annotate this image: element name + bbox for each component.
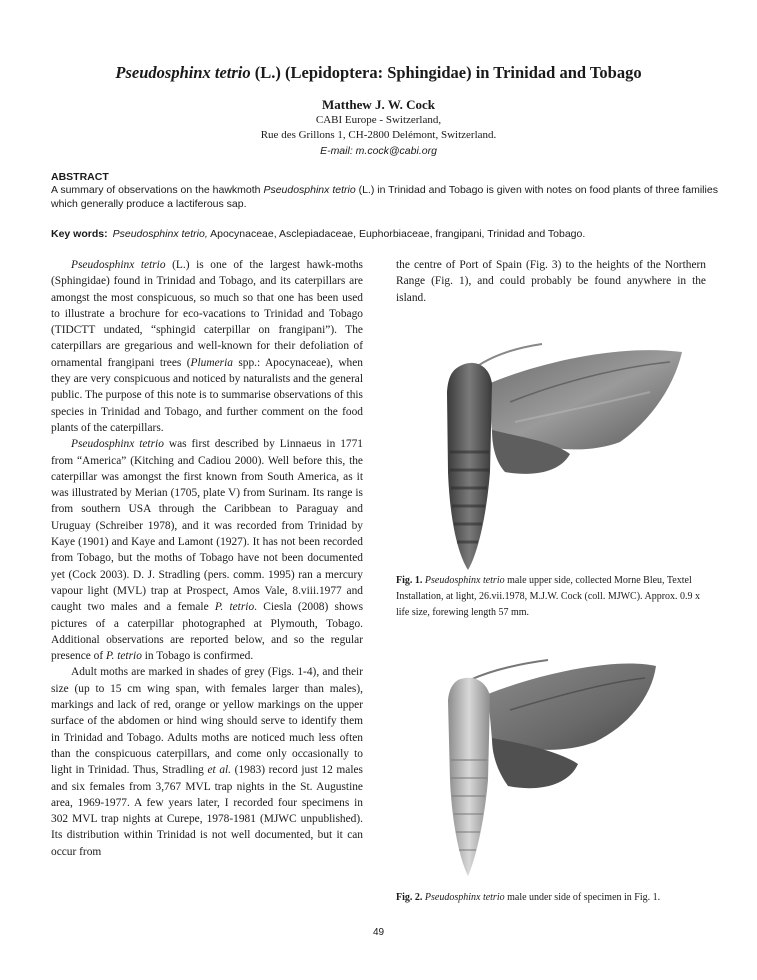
figure-2-caption: [396, 890, 708, 906]
article-title: [0, 63, 757, 83]
body-left-column: [51, 257, 363, 860]
caption-text: male upper side, collected Morne Bleu, Textel Installation, at light, 26.vii.1978, M.J.W. Cock (coll. MJWC). Approx. 0.9 x life size, forewing length 57 mm.: [396, 575, 701, 618]
paragraph-text: was first described by Linnaeus in 1771 from “America” (Kitching and Cadiou 2000). Well before this, the caterpillar was amongst the first known from South America, as it was illustrated by Merian (1705, plate V) from Surinam. Its range is from southern USA through the Caribbean to Paraguay and Uruguay (Schreiber 1978), and it was recorded from Trinidad by Kaye (1901) and Kaye and Lamont (1927). It has not been recorded from Tobago, but the moths of Tobago have not been documented yet (Cock 2003). D. J. Stradling (pers. comm. 1995) ran a mercury vapour light (MVL) trap at Prospect, Amos Vale, 8.viii.1977 and caught two males and a female: [51, 438, 363, 614]
species-name: Pseudosphinx tetrio: [424, 892, 505, 903]
paragraph-1: [51, 257, 363, 436]
page-number: 49: [372, 927, 385, 938]
abstract-text-part: A summary of observations on the hawkmoth: [51, 184, 264, 196]
paragraph-3: [51, 664, 363, 860]
abstract-text-part: (L.) in Trinidad and Tobago is given with notes on food plants of three families which generally produce a lactiferous sap.: [51, 184, 718, 210]
figure-1-moth-upper-side: [420, 322, 685, 572]
paragraph-text: (L.) is one of the largest hawk-moths (Sphingidae) found in Trinidad and Tobago, and its caterpillars are amongst the most conspicuous, so much so that one has been used to illustrate a brochure for eco-vacations to Trinidad and Tobago (TIDCTT undated, “sphingid caterpillar on frangipani”). The caterpillars are gregarious and well-known for their defoliation of ornamental frangipani trees (: [51, 259, 363, 369]
figure-1-caption: [396, 573, 708, 621]
species-name: Pseudosphinx tetrio: [424, 575, 505, 586]
paragraph-text: . Ciesla (2008) shows pictures of a caterpillar photographed at Plymouth, Tobago. Additional observations are reported below, and so the regular presence of: [51, 601, 363, 663]
affiliation-line-1: CABI Europe - Switzerland,: [315, 114, 442, 126]
species-name: P. tetrio: [106, 650, 142, 663]
figure-label: Fig. 2.: [396, 892, 423, 903]
abstract-species: Pseudosphinx tetrio: [263, 184, 356, 196]
figure-2-moth-under-side: [420, 640, 685, 880]
species-name: P. tetrio: [214, 601, 255, 614]
author-email: E-mail: m.cock@cabi.org: [320, 145, 437, 157]
genus-name: Plumeria: [190, 356, 233, 369]
abstract-text: [51, 184, 721, 211]
caption-text: male under side of specimen in Fig. 1.: [504, 892, 661, 903]
paragraph-2: [51, 436, 363, 664]
author-name: Matthew J. W. Cock: [321, 97, 436, 112]
species-name: Pseudosphinx tetrio: [71, 438, 164, 451]
affiliation-line-2: Rue des Grillons 1, CH-2800 Delémont, Switzerland.: [260, 129, 497, 141]
title-rest: (L.) (Lepidoptera: Sphingidae) in Trinidad and Tobago: [250, 63, 642, 82]
body-right-column: [396, 257, 706, 306]
paragraph-text: Adult moths are marked in shades of grey (Figs. 1-4), and their size (up to 15 cm wing span, with females larger than males), markings and lack of red, orange or yellow markings on the upper surface of the abdomen or hind wing should serve to identify them in Trinidad and Tobago. Adults moths are noticed much less often than the conspicuous caterpillars, and come only occasionally to light in Trinidad. Thus, Stradling: [51, 666, 363, 777]
keywords-label: Key words:: [51, 228, 108, 240]
paragraph-continued: the centre of Port of Spain (Fig. 3) to the heights of the Northern Range (Fig. 1), and could probably be found anywhere in the island.: [396, 259, 706, 304]
abstract-heading: ABSTRACT: [51, 171, 109, 183]
keywords: [51, 228, 731, 240]
paragraph-text: (1983) record just 12 males and six females from 3,767 MVL trap nights in the St. Augustine area, 1969-1977. A few years later, I recorded four specimens in 302 MVL trap nights at Curepe, 1978-1981 (MJWC unpublished). Its distribution within Trinidad is not well documented, but it can occur from: [51, 764, 363, 858]
species-name: Pseudosphinx tetrio: [71, 259, 166, 271]
keywords-species: Pseudosphinx tetrio,: [112, 228, 208, 240]
title-species: Pseudosphinx tetrio: [115, 63, 251, 82]
paragraph-text: in Tobago is confirmed.: [141, 650, 254, 663]
figure-label: Fig. 1.: [396, 575, 423, 586]
et-al: et al.: [207, 764, 232, 777]
paragraph-text: spp.: Apocynaceae), when they are very conspicuous and noticed by naturalists and the general public. The purpose of this note is to summarise observations of this species in Trinidad and Tobago, and further comment on the food plants of the caterpillars.: [51, 356, 363, 434]
keywords-list: Apocynaceae, Asclepiadaceae, Euphorbiaceae, frangipani, Trinidad and Tobago.: [207, 228, 586, 240]
